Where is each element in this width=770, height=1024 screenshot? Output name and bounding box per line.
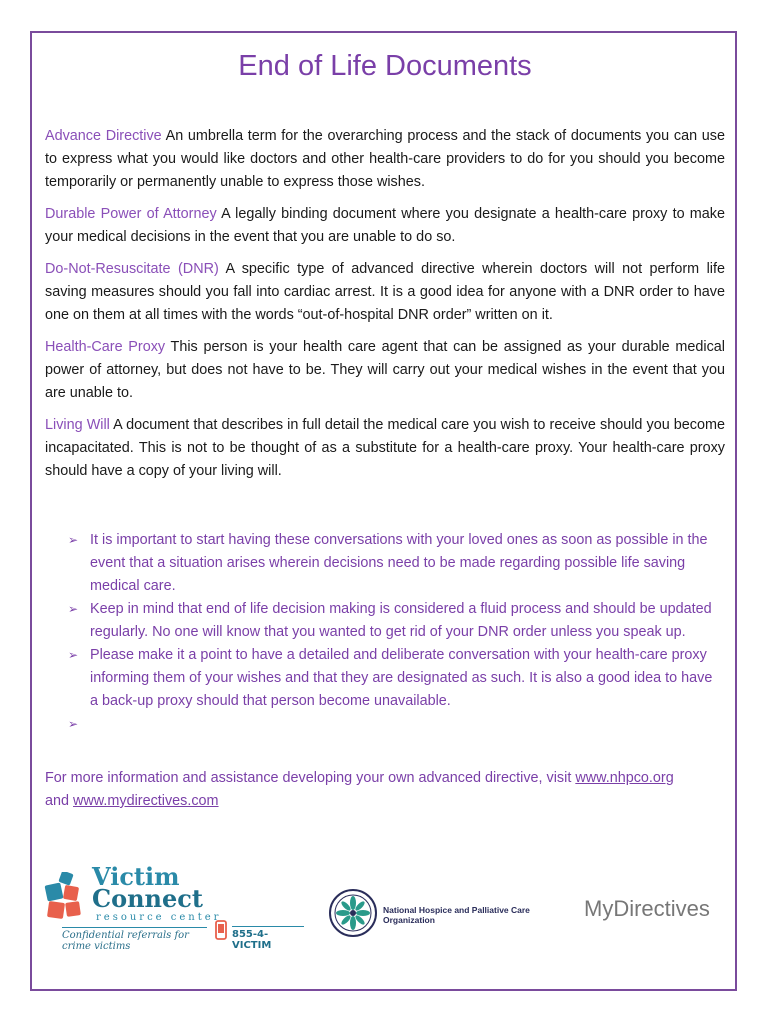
victim-connect-subtitle: resource center	[96, 912, 222, 923]
term-description: An umbrella term for the overarching process and the stack of documents you can use to express what you would like doctors and other health-care providers to do for you should you become temporarily or permanently unable to express those wishes.	[45, 128, 725, 190]
definition-dnr	[45, 258, 725, 327]
victim-connect-tagline: Confidential referrals for crime victims	[62, 927, 207, 952]
definition-advance-directive	[45, 125, 725, 194]
definition-health-care-proxy	[45, 336, 725, 405]
list-item	[68, 644, 720, 713]
phone-icon	[215, 920, 227, 940]
list-item	[68, 598, 720, 644]
term-label: Do-Not-Resuscitate (DNR)	[45, 261, 219, 277]
term-description: A document that describes in full detail the medical care you wish to receive should you become incapacitated. This is not to be thought of as a substitute for a health-care proxy. Your health-care proxy should have a copy of your living will.	[45, 417, 725, 479]
mydirectives-logo	[584, 896, 734, 946]
more-info-and: and	[45, 793, 74, 809]
list-item-text: Please make it a point to have a detailed and deliberate conversation with your health-care proxy informing them of your wishes and that they are designated as such. It is also a good idea to have a back-up proxy should that person become unavailable.	[90, 647, 713, 709]
term-description: A specific type of advanced directive wherein doctors will not perform life saving measures should you fall into cardiac arrest. It is a good idea for anyone with a DNR order to have one on them at all times with the words “out-of-hospital DNR order” written on it.	[45, 261, 725, 323]
term-label: Durable Power of Attorney	[45, 206, 217, 222]
mydirectives-link[interactable]: www.mydirectives.com	[73, 793, 219, 809]
list-item	[68, 713, 720, 736]
mydirectives-name: MyDirectives	[584, 896, 710, 921]
list-item-text: Keep in mind that end of life decision making is considered a fluid process and should be updated regularly. No one will know that you wanted to get rid of your DNR order unless you speak up.	[90, 601, 712, 640]
arrow-bullet-icon: ➢	[68, 717, 79, 731]
more-info-prefix: For more information and assistance developing your own advanced directive, visit	[45, 770, 576, 786]
term-label: Advance Directive	[45, 128, 162, 144]
tips-list	[68, 529, 720, 736]
list-item-text: It is important to start having these conversations with your loved ones as soon as possible in the event that a situation arises wherein decisions need to be made regarding possible life saving medical care.	[90, 532, 708, 594]
victim-connect-name: Victim	[92, 862, 180, 891]
victim-connect-logo	[44, 860, 304, 952]
nhpco-seal-icon	[328, 888, 378, 938]
arrow-bullet-icon: ➢	[68, 648, 79, 662]
nhpco-logo	[328, 888, 578, 948]
victim-connect-phone: 855-4-VICTIM	[232, 926, 304, 951]
nhpco-link[interactable]: www.nhpco.org	[575, 770, 674, 786]
arrow-bullet-icon: ➢	[68, 602, 79, 616]
victim-connect-name-2: Connect	[92, 884, 203, 913]
nhpco-name: National Hospice and Palliative Care Organization	[383, 905, 530, 925]
victim-connect-blocks-icon	[44, 872, 92, 920]
term-description: This person is your health care agent that can be assigned as your durable medical power of attorney, but does not have to be. They will carry out your medical wishes in the event that you are unable to.	[45, 339, 725, 401]
term-label: Health-Care Proxy	[45, 339, 166, 355]
list-item	[68, 529, 720, 598]
term-label: Living Will	[45, 417, 110, 433]
page-title: End of Life Documents	[238, 50, 532, 82]
term-description: A legally binding document where you designate a health-care proxy to make your medical decisions in the event that you are unable to do so.	[45, 206, 725, 245]
more-info-paragraph	[45, 767, 725, 813]
definitions-section	[45, 125, 725, 492]
arrow-bullet-icon: ➢	[68, 533, 79, 547]
definition-living-will	[45, 414, 725, 483]
logo-row	[44, 860, 724, 950]
definition-durable-power-of-attorney	[45, 203, 725, 249]
